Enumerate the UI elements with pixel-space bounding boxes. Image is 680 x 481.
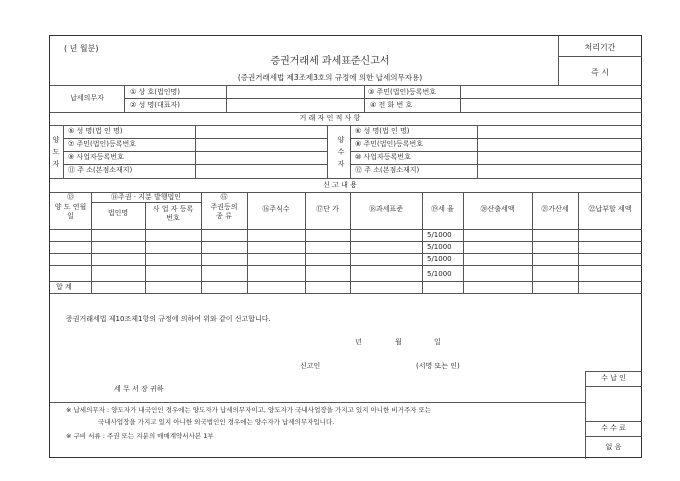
stamp-label: 수 납 인 bbox=[601, 374, 626, 382]
period-label: ( 년 월분) bbox=[64, 44, 99, 53]
recipient-office: 세 무 서 장 귀하 bbox=[114, 385, 164, 393]
note-required-documents: ※ 구비 서류 : 주권 또는 지분의 매매계약서사본 1부 bbox=[66, 432, 214, 440]
table-row-rate: 5/1000 bbox=[427, 270, 452, 278]
table-row-rate: 5/1000 bbox=[427, 255, 452, 263]
col-quantity: ⑯주식수 bbox=[262, 205, 290, 213]
col-issuer-business-number: 사 업 자 등록번호 bbox=[152, 205, 194, 222]
col-computed-tax: ⑳산출세액 bbox=[480, 205, 515, 213]
fee-value: 없 음 bbox=[605, 443, 622, 451]
note-taxpayer: ※ 납세의무자 : 양도자가 내국인인 경우에는 양도자가 납세의무자이고, 양도자가 국내사업장을 가지고 있지 아니한 비거주자 또는 bbox=[66, 406, 432, 414]
declaration-section-title: 신 고 내 용 bbox=[323, 181, 357, 189]
processing-period-label: 처리기간 bbox=[584, 43, 616, 52]
col-tax-rate: ⑲세 율 bbox=[431, 205, 454, 213]
representative-name-label: ② 성 명(대표자) bbox=[130, 101, 180, 109]
col-issuer-name: 법인명 bbox=[107, 209, 129, 217]
processing-period-value: 즉 시 bbox=[591, 68, 609, 77]
registration-number-label: ③ 주민(법인)등록번호 bbox=[368, 88, 437, 96]
col-unit-price: ⑰단 가 bbox=[316, 205, 339, 213]
buyer-address-label: ⑫ 주 소(본점소재지) bbox=[355, 166, 420, 174]
declarant-label: 신고인 bbox=[300, 362, 321, 370]
date-month: 월 bbox=[395, 338, 402, 346]
col-date-number: ⑬ bbox=[67, 193, 74, 201]
col-kind-number: ⑮ bbox=[220, 193, 228, 201]
col-issuer: ⑭주권 · 지분 발행법인 bbox=[111, 193, 181, 201]
date-day: 일 bbox=[434, 338, 441, 346]
buyer-business-number-label: ⑩ 사업자등록번호 bbox=[355, 153, 411, 161]
seller-id-label: ⑦ 주민(법인)등록번호 bbox=[68, 140, 137, 148]
table-row-rate: 5/1000 bbox=[427, 231, 452, 239]
seller-address-label: ⑪ 주 소(본점소재지) bbox=[68, 166, 133, 174]
buyer-id-label: ⑧ 주민(법인)등록번호 bbox=[355, 140, 424, 148]
phone-number-label: ④ 전 화 번 호 bbox=[370, 101, 413, 109]
col-share-kind: 주권등의 종 류 bbox=[210, 203, 238, 220]
fee-label: 수 수 료 bbox=[601, 424, 626, 432]
parties-section-title: 거 래 자 인 적 사 항 bbox=[299, 114, 361, 122]
table-row-rate: 5/1000 bbox=[427, 243, 452, 251]
col-transfer-date: 양 도 연월일 bbox=[54, 203, 87, 220]
col-tax-base: ⑱과세표준 bbox=[368, 205, 404, 213]
business-name-label: ① 상 호(법인명) bbox=[130, 88, 180, 96]
declaration-statement: 증권거래세법 제10조제1항의 규정에 의하여 위와 같이 신고합니다. bbox=[66, 315, 271, 323]
seller-business-number-label: ⑨ 사업자등록번호 bbox=[68, 153, 124, 161]
date-year: 년 bbox=[355, 338, 362, 346]
col-tax-payable: ㉒납부할 세액 bbox=[588, 205, 632, 213]
seller-name-label: ⑤ 성 명(법 인 명) bbox=[68, 127, 123, 135]
buyer-label: 양 수 자 bbox=[337, 136, 345, 168]
form-subtitle: (증권거래세법 제3조제3호의 규정에 의한 납세의무자용) bbox=[237, 73, 423, 82]
form-title: 증권거래세 과세표준신고서 bbox=[270, 56, 390, 67]
buyer-name-label: ⑥ 성 명(법 인 명) bbox=[355, 127, 410, 135]
seller-label: 양 도 자 bbox=[52, 136, 60, 168]
tax-return-form bbox=[49, 35, 642, 458]
taxpayer-label: 납세의무자 bbox=[70, 94, 104, 102]
note-taxpayer-continued: 국내사업장을 가지고 있지 아니한 외국법인인 경우에는 양수자가 납세의무자입니다. bbox=[98, 418, 335, 426]
signature-label: (서명 또는 인) bbox=[416, 362, 460, 370]
total-row-label: 합 계 bbox=[56, 283, 72, 291]
col-additional-tax: ㉑가산세 bbox=[541, 205, 569, 213]
